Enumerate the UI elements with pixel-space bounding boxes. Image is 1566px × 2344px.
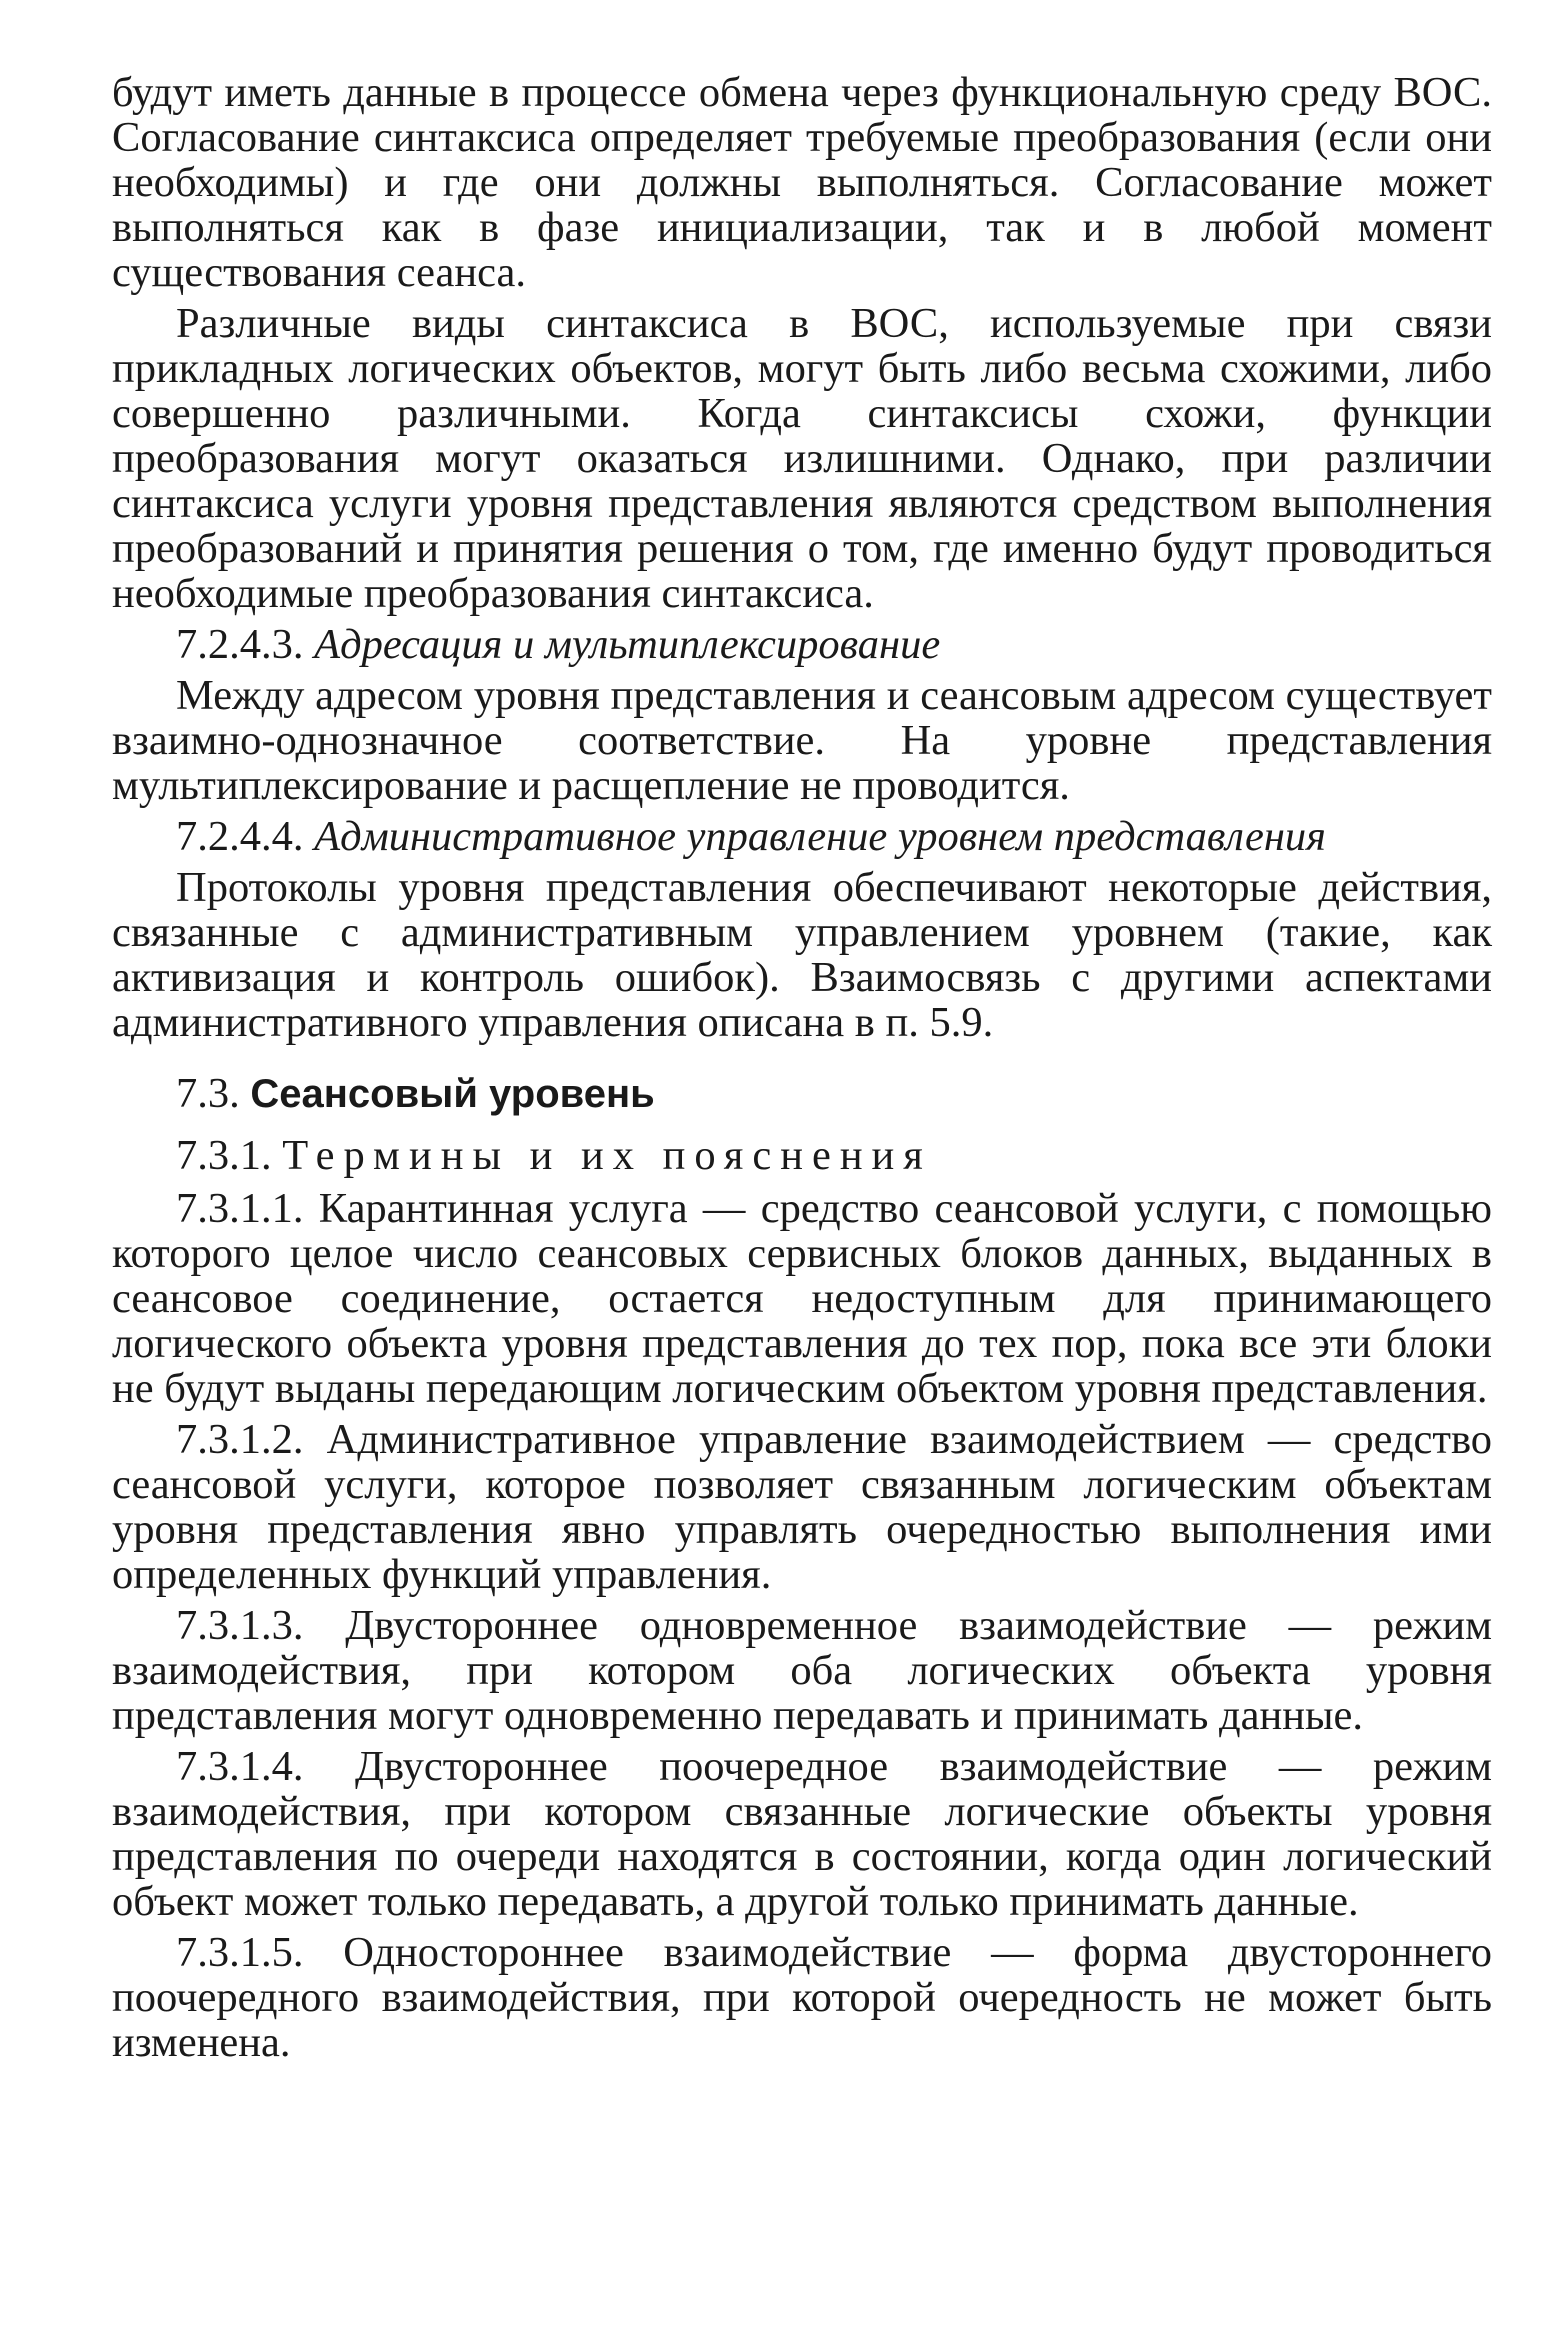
document-page xyxy=(112,70,1492,2071)
paragraph-protocols: Протоколы уровня представления обеспечивают некоторые действия, связанные с административным управлением уровнем (такие, как активизация и контроль ошибок). Взаимосвязь с другими аспектами административного управления описана в п. 5.9. xyxy=(112,864,1492,1046)
term-item xyxy=(112,1930,1492,2065)
term-item xyxy=(112,1417,1492,1597)
section-number: 7.3. xyxy=(176,1070,240,1117)
section-heading xyxy=(112,1071,1492,1117)
term-number: 7.3.1.5. xyxy=(176,1929,304,1976)
paragraph-syntax-types: Различные виды синтаксиса в ВОС, используемые при связи прикладных логических объектов, могут быть либо весьма схожими, либо совершенно различными. Когда синтаксисы схожи, функции преобразования могут оказаться излишними. Однако, при различии синтаксиса услуги уровня представления являются средством выполнения преобразований и принятия решения о том, где именно будут проводиться необходимые преобразования синтаксиса. xyxy=(112,300,1492,617)
term-text: Одностороннее взаимодействие — форма двустороннего поочередного взаимодействия, при которой очередность не может быть изменена. xyxy=(112,1929,1492,2066)
section-title: Сеансовый уровень xyxy=(250,1072,655,1116)
subsection-number: 7.3.1. xyxy=(176,1132,272,1179)
heading-number: 7.2.4.4. xyxy=(176,813,304,860)
heading-7-2-4-4 xyxy=(112,814,1492,859)
term-number: 7.3.1.1. xyxy=(176,1185,304,1232)
heading-7-2-4-3 xyxy=(112,622,1492,667)
term-item xyxy=(112,1744,1492,1924)
term-text: Двустороннее поочередное взаимодействие — режим взаимодействия, при котором связанные логические объекты уровня представления по очереди находятся в состоянии, когда один логический объект может только передавать, а другой только принимать данные. xyxy=(112,1743,1493,1925)
term-text: Двустороннее одновременное взаимодействие — режим взаимодействия, при котором оба логических объекта уровня представления могут одновременно передавать и принимать данные. xyxy=(112,1602,1492,1739)
term-number: 7.3.1.3. xyxy=(176,1602,304,1649)
term-text: Административное управление взаимодействием — средство сеансовой услуги, которое позволяет связанным логическим объектам уровня представления явно управлять очередностью выполнения ими определенных функций управления. xyxy=(112,1416,1493,1598)
term-number: 7.3.1.4. xyxy=(176,1743,304,1790)
subsection-title: Термины и их пояснения xyxy=(282,1132,932,1179)
term-number: 7.3.1.2. xyxy=(176,1416,304,1463)
subsection-heading xyxy=(112,1133,1492,1178)
heading-title: Адресация и мультиплексирование xyxy=(314,621,941,668)
term-text: Карантинная услуга — средство сеансовой услуги, с помощью которого целое число сеансовых сервисных блоков данных, выданных в сеансовое соединение, остается недоступным для принимающего логического объекта уровня представления до тех пор, пока все эти блоки не будут выданы передающим логическим объектом уровня представления. xyxy=(112,1185,1492,1412)
heading-title: Административное управление уровнем представления xyxy=(314,813,1326,860)
term-item xyxy=(112,1603,1492,1738)
paragraph-addressing: Между адресом уровня представления и сеансовым адресом существует взаимно-однозначное соответствие. На уровне представления мультиплексирование и расщепление не проводится. xyxy=(112,672,1492,809)
paragraph-continuation: будут иметь данные в процессе обмена через функциональную среду ВОС. Согласование синтаксиса определяет требуемые преобразования (если они необходимы) и где они должны выполняться. Согласование может выполняться как в фазе инициализации, так и в любой момент существования сеанса. xyxy=(112,69,1492,296)
term-item xyxy=(112,1186,1492,1411)
heading-number: 7.2.4.3. xyxy=(176,621,304,668)
